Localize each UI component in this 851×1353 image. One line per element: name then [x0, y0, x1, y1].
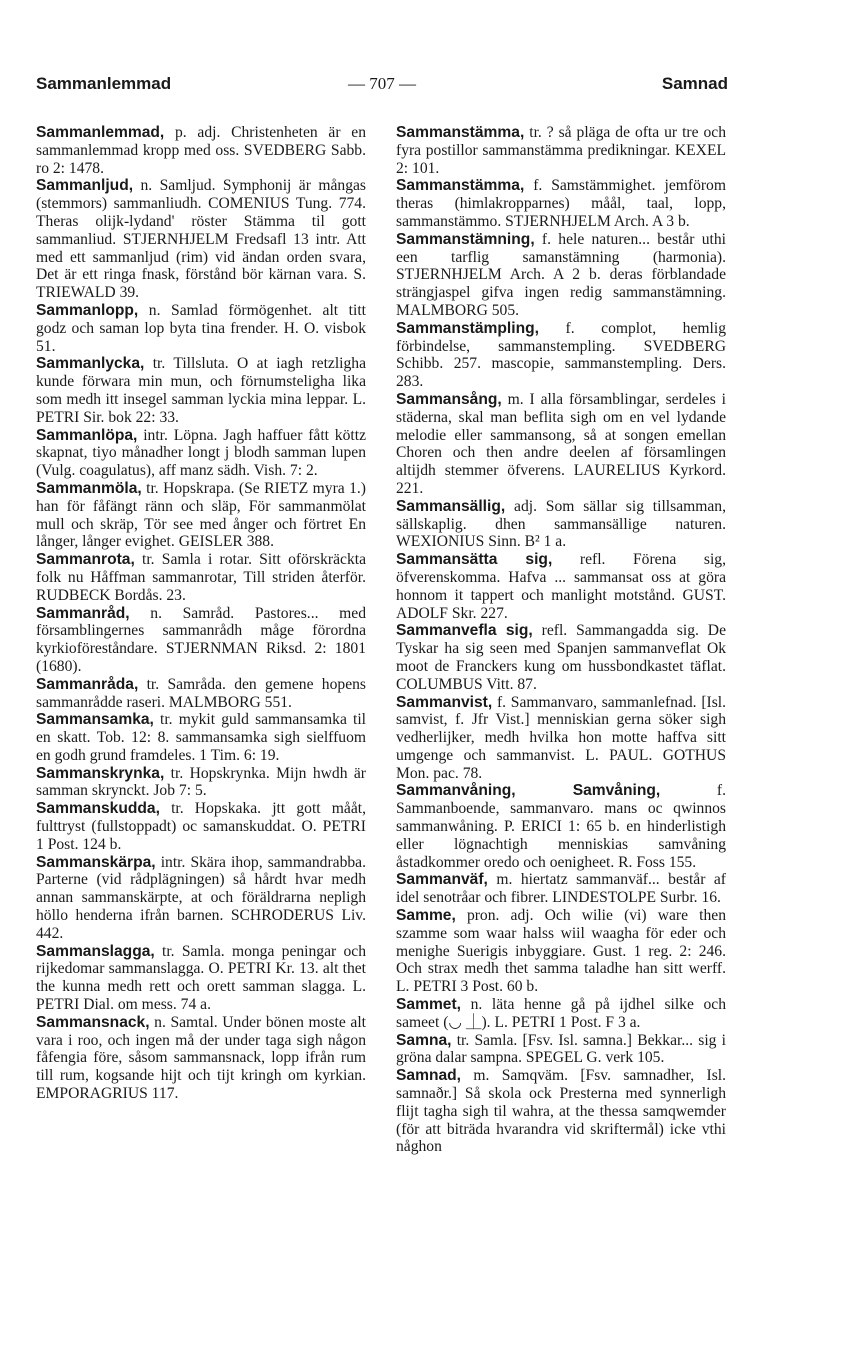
dictionary-entry: [396, 124, 726, 177]
dictionary-entry: [36, 355, 366, 426]
entry-headword: Samnad,: [396, 1067, 461, 1085]
entry-headword: Sammanvåning, Samvåning,: [396, 782, 661, 800]
entry-definition: tr. Hopskrynka. Mijn hwdh är samman skrynckt. Job 7: 5.: [36, 764, 366, 800]
page-number: — 707 —: [348, 74, 416, 93]
entry-definition: f. complot, hemlig förbindelse, sammanstempling. SVEDBERG Schibb. 257. mascopie, sammanstempling. Ders. 283.: [396, 319, 726, 391]
entry-headword: Sammanskärpa,: [36, 853, 156, 871]
entry-headword: Sammanstämma,: [396, 177, 525, 195]
dictionary-entry: [36, 551, 366, 604]
entry-headword: Sammanråd,: [36, 604, 130, 622]
entry-headword: Sammanråda,: [36, 675, 139, 693]
entry-headword: Sammanlycka,: [36, 355, 145, 373]
entry-headword: Samna,: [396, 1031, 452, 1049]
dictionary-entry: [36, 177, 366, 302]
entry-definition: intr. Skära ihop, sammandrabba. Parterne (vid rådplägningen) så hårdt hvar medh annan sammanskärpte, at och föräldrarna nepligh höllo henderna ifrån barnen. SCHRODERUS Liv. 442.: [36, 853, 366, 942]
entry-headword: Sammanmöla,: [36, 479, 142, 497]
entry-definition: n. Samråd. Pastores... med församblingernes sammanrådh måge förordna kyrkioföreståndare. STJERNMAN Riksd. 2: 1801 (1680).: [36, 604, 366, 675]
dictionary-entry: [396, 622, 726, 693]
entry-definition: f. Samstämmighet. jemförom theras (himlakropparnes) måål, taal, lopp, sammanstämmo. STJERNHJELM Arch. A 3 b.: [396, 177, 726, 230]
entry-definition: tr. Samråda. den gemene hopens sammanrådde raseri. MALMBORG 551.: [36, 675, 366, 711]
entry-definition: intr. Löpna. Jagh haffuer fått köttz skapnat, tiyo månadher longt j blodh samman lupen (Vulg. coagulatus), aff manz sädh. Vish. 7: 2.: [36, 426, 366, 480]
entry-definition: tr. Samla i rotar. Sitt oförskräckta folk nu Håffman sammanrotar, Till striden återför. RUDBECK Bordås. 23.: [36, 551, 366, 604]
entry-headword: Sammanväf,: [396, 871, 488, 889]
entry-definition: m. I alla församblingar, serdeles i städerna, skal man beflita sigh om en vel lydande melodie eller sammansong, så at songen emellan Choren och then andre deelen af församlingen altijdh stemmer öfverens. LAURELIUS Kyrkord. 221.: [396, 390, 726, 497]
entry-headword: Sammanstämning,: [396, 230, 535, 248]
dictionary-entry: [36, 800, 366, 853]
dictionary-entry: [36, 676, 366, 712]
entry-definition: f. Sammanvaro, sammanlefnad. [Isl. samvist, f. Jfr Vist.] menniskian gerna söker sigh vedherlijker, medh hvilka hon motte haffva sitt umgenge och sammanvist. L. PAUL. GOTHUS Mon. pac. 78.: [396, 693, 726, 782]
dictionary-entry: [396, 782, 726, 871]
dictionary-entry: [36, 302, 366, 355]
entry-headword: Sammanskudda,: [36, 800, 160, 818]
entry-definition: tr. ? så pläga de ofta ur tre och fyra postillor sammanstämma predikningar. KEXEL 2: 101.: [396, 124, 726, 177]
dictionary-entry: [36, 854, 366, 943]
dictionary-entry: [36, 1014, 366, 1103]
entry-definition: tr. Hopskaka. jtt gott mååt, fulttryst (fullstoppadt) oc samanskuddat. O. PETRI 1 Post. 124 b.: [36, 800, 366, 853]
dictionary-entry: [396, 907, 726, 996]
entry-definition: n. Samtal. Under bönen moste alt vara i roo, och ingen må der under taga sigh någon fåfengia före, såsom sammansnack, lopp ifrån rum till rum, kogsande hijt och tijt kringh om kyrkian. EMPORAGRIUS 117.: [36, 1013, 366, 1103]
entry-headword: Sammansamka,: [36, 711, 154, 729]
entry-definition: tr. Samla. monga peningar och rijkedomar sammanslagga. O. PETRI Kr. 13. alt thet the kunna medh rett och orett samman slagga. L. PETRI Dial. om mess. 74 a.: [36, 942, 366, 1014]
dictionary-entry: [36, 480, 366, 551]
dictionary-entry: [36, 943, 366, 1014]
entry-headword: Sammanvist,: [396, 693, 493, 711]
entry-definition: f. Sammanboende, sammanvaro. mans oc qwinnos sammanwåning. P. ERICI 1: 65 b. en hinderlistigh eller lögnachtigh menniskias samvåning åstadkommer oredo och oenigheet. R. Foss 155.: [396, 782, 726, 871]
entry-definition: m. Samqväm. [Fsv. samnadher, Isl. samnaðr.] Så skola ock Presterna med synnerligh flijt tagha sigh til wahra, at the thessa samqwemder (för att biträda hvarandra vid skriftermål) icke vthi någhon: [396, 1067, 726, 1156]
entry-definition: n. läta henne gå på ijdhel silke och sameet (◡ ⏊). L. PETRI 1 Post. F 3 a.: [396, 996, 726, 1031]
entry-headword: Sammanslagga,: [36, 942, 155, 960]
entry-headword: Sammanskrynka,: [36, 764, 165, 782]
entry-headword: Sammansång,: [396, 390, 502, 408]
entry-headword: Sammansällig,: [396, 497, 506, 515]
entry-definition: refl. Förena sig, öfverenskomma. Hafva ... sammansat oss at göra honnom it tappert och manlight motstånd. GUST. ADOLF Skr. 227.: [396, 551, 726, 622]
entry-headword: Sammanrota,: [36, 551, 135, 569]
entry-definition: m. hiertatz sammanväf... består af idel senotråar och fibrer. LINDESTOLPE Surbr. 16.: [396, 871, 726, 907]
entry-headword: Sammanvefla sig,: [396, 622, 533, 640]
entry-definition: p. adj. Christenheten är en sammanlemmad kropp med oss. SVEDBERG Sabb. ro 2: 1478.: [36, 124, 366, 177]
dictionary-entry: [396, 391, 726, 498]
dictionary-entry: [396, 231, 726, 320]
dictionary-entry: [396, 871, 726, 907]
entry-headword: Sammansnack,: [36, 1013, 150, 1031]
entry-headword: Sammet,: [396, 996, 462, 1014]
dictionary-entry: [396, 551, 726, 622]
dictionary-entry: [396, 320, 726, 391]
entry-headword: Samme,: [396, 907, 456, 925]
entry-definition: f. hele naturen... består uthi een tarflig samanstämning (harmonia). STJERNHJELM Arch. A 2 b. deras förblandade strängjaspel gifva ingen redig sammanstämning. MALMBORG 505.: [396, 230, 726, 319]
right-column: [396, 124, 726, 1156]
dictionary-entry: [36, 605, 366, 676]
entry-definition: refl. Sammangadda sig. De Tyskar ha sig seen med Spanjen sammanveflat Ok moot de Franckers kung om hussbondkastet täflat. COLUMBUS Vitt. 87.: [396, 622, 726, 693]
running-head-right: Samnad: [661, 74, 728, 93]
dictionary-entry: [396, 1067, 726, 1156]
entry-headword: Sammanlopp,: [36, 301, 139, 319]
entry-definition: pron. adj. Och wilie (vi) ware then szamme som waar halss wiil waagha för eder och menighe Suerigis inbyggiare. Gust. 1 reg. 2: 246. Och strax medh thet samma taladhe han sitt werff. L. PETRI 3 Post. 60 b.: [396, 907, 726, 996]
page-header: [36, 74, 728, 100]
entry-headword: Sammanstämma,: [396, 124, 525, 141]
dictionary-entry: [396, 694, 726, 783]
entry-definition: tr. Tillsluta. O at iagh retzligha kunde förwara min mun, och förnumsteligha lika som medh itt insegel samman lyckia mina leppar. L. PETRI Sir. bok 22: 33.: [36, 355, 366, 426]
entry-headword: Sammanljud,: [36, 177, 134, 195]
entry-definition: tr. mykit guld sammansamka til en skatt. Tob. 12: 8. sammansamka sigh sielffuom en godh grund framdeles. 1 Tim. 6: 19.: [36, 711, 366, 764]
entry-definition: n. Samljud. Symphonij är mångas (stemmors) sammanliudh. COMENIUS Tung. 774. Theras olijk-lydand' röster Stämma til gott sammanliud. STJERNHJELM Fredsafl 13 intr. Att med ett sammanljud (rim) vid ändan orden svara, Det är ett ringa fnask, förstånd bör kärnan vara. S. TRIEWALD 39.: [36, 177, 366, 302]
running-head-left: Sammanlemmad: [36, 74, 172, 93]
dictionary-entry: [36, 427, 366, 480]
entry-definition: adj. Som sällar sig tillsamman, sällskaplig. dhen sammansällige naturen. WEXIONIUS Sinn. B² 1 a.: [396, 497, 726, 551]
entry-definition: tr. Hopskrapa. (Se RIETZ myra 1.) han för fåfängt ränn och släp, För sammanmölat mull och skräp, Tör see med ånger och förtret En långer, långer evighet. GEISLER 388.: [36, 479, 366, 551]
entry-definition: n. Samlad förmögenhet. alt titt godz och saman lop byta tina frender. H. O. visbok 51.: [36, 301, 366, 355]
dictionary-entry: [36, 765, 366, 801]
dictionary-entry: [396, 177, 726, 230]
dictionary-entry: [396, 1032, 726, 1068]
dictionary-entry: [36, 124, 366, 177]
entry-headword: Sammanstämpling,: [396, 319, 539, 337]
entry-headword: Sammanlemmad,: [36, 124, 165, 141]
left-column: [36, 124, 366, 1103]
entry-definition: tr. Samla. [Fsv. Isl. samna.] Bekkar... sig i gröna dalar sampna. SPEGEL G. verk 105.: [396, 1031, 726, 1067]
dictionary-entry: [36, 711, 366, 764]
dictionary-entry: [396, 498, 726, 551]
entry-headword: Sammanlöpa,: [36, 426, 138, 444]
dictionary-entry: [396, 996, 726, 1032]
entry-headword: Sammansätta sig,: [396, 551, 553, 569]
